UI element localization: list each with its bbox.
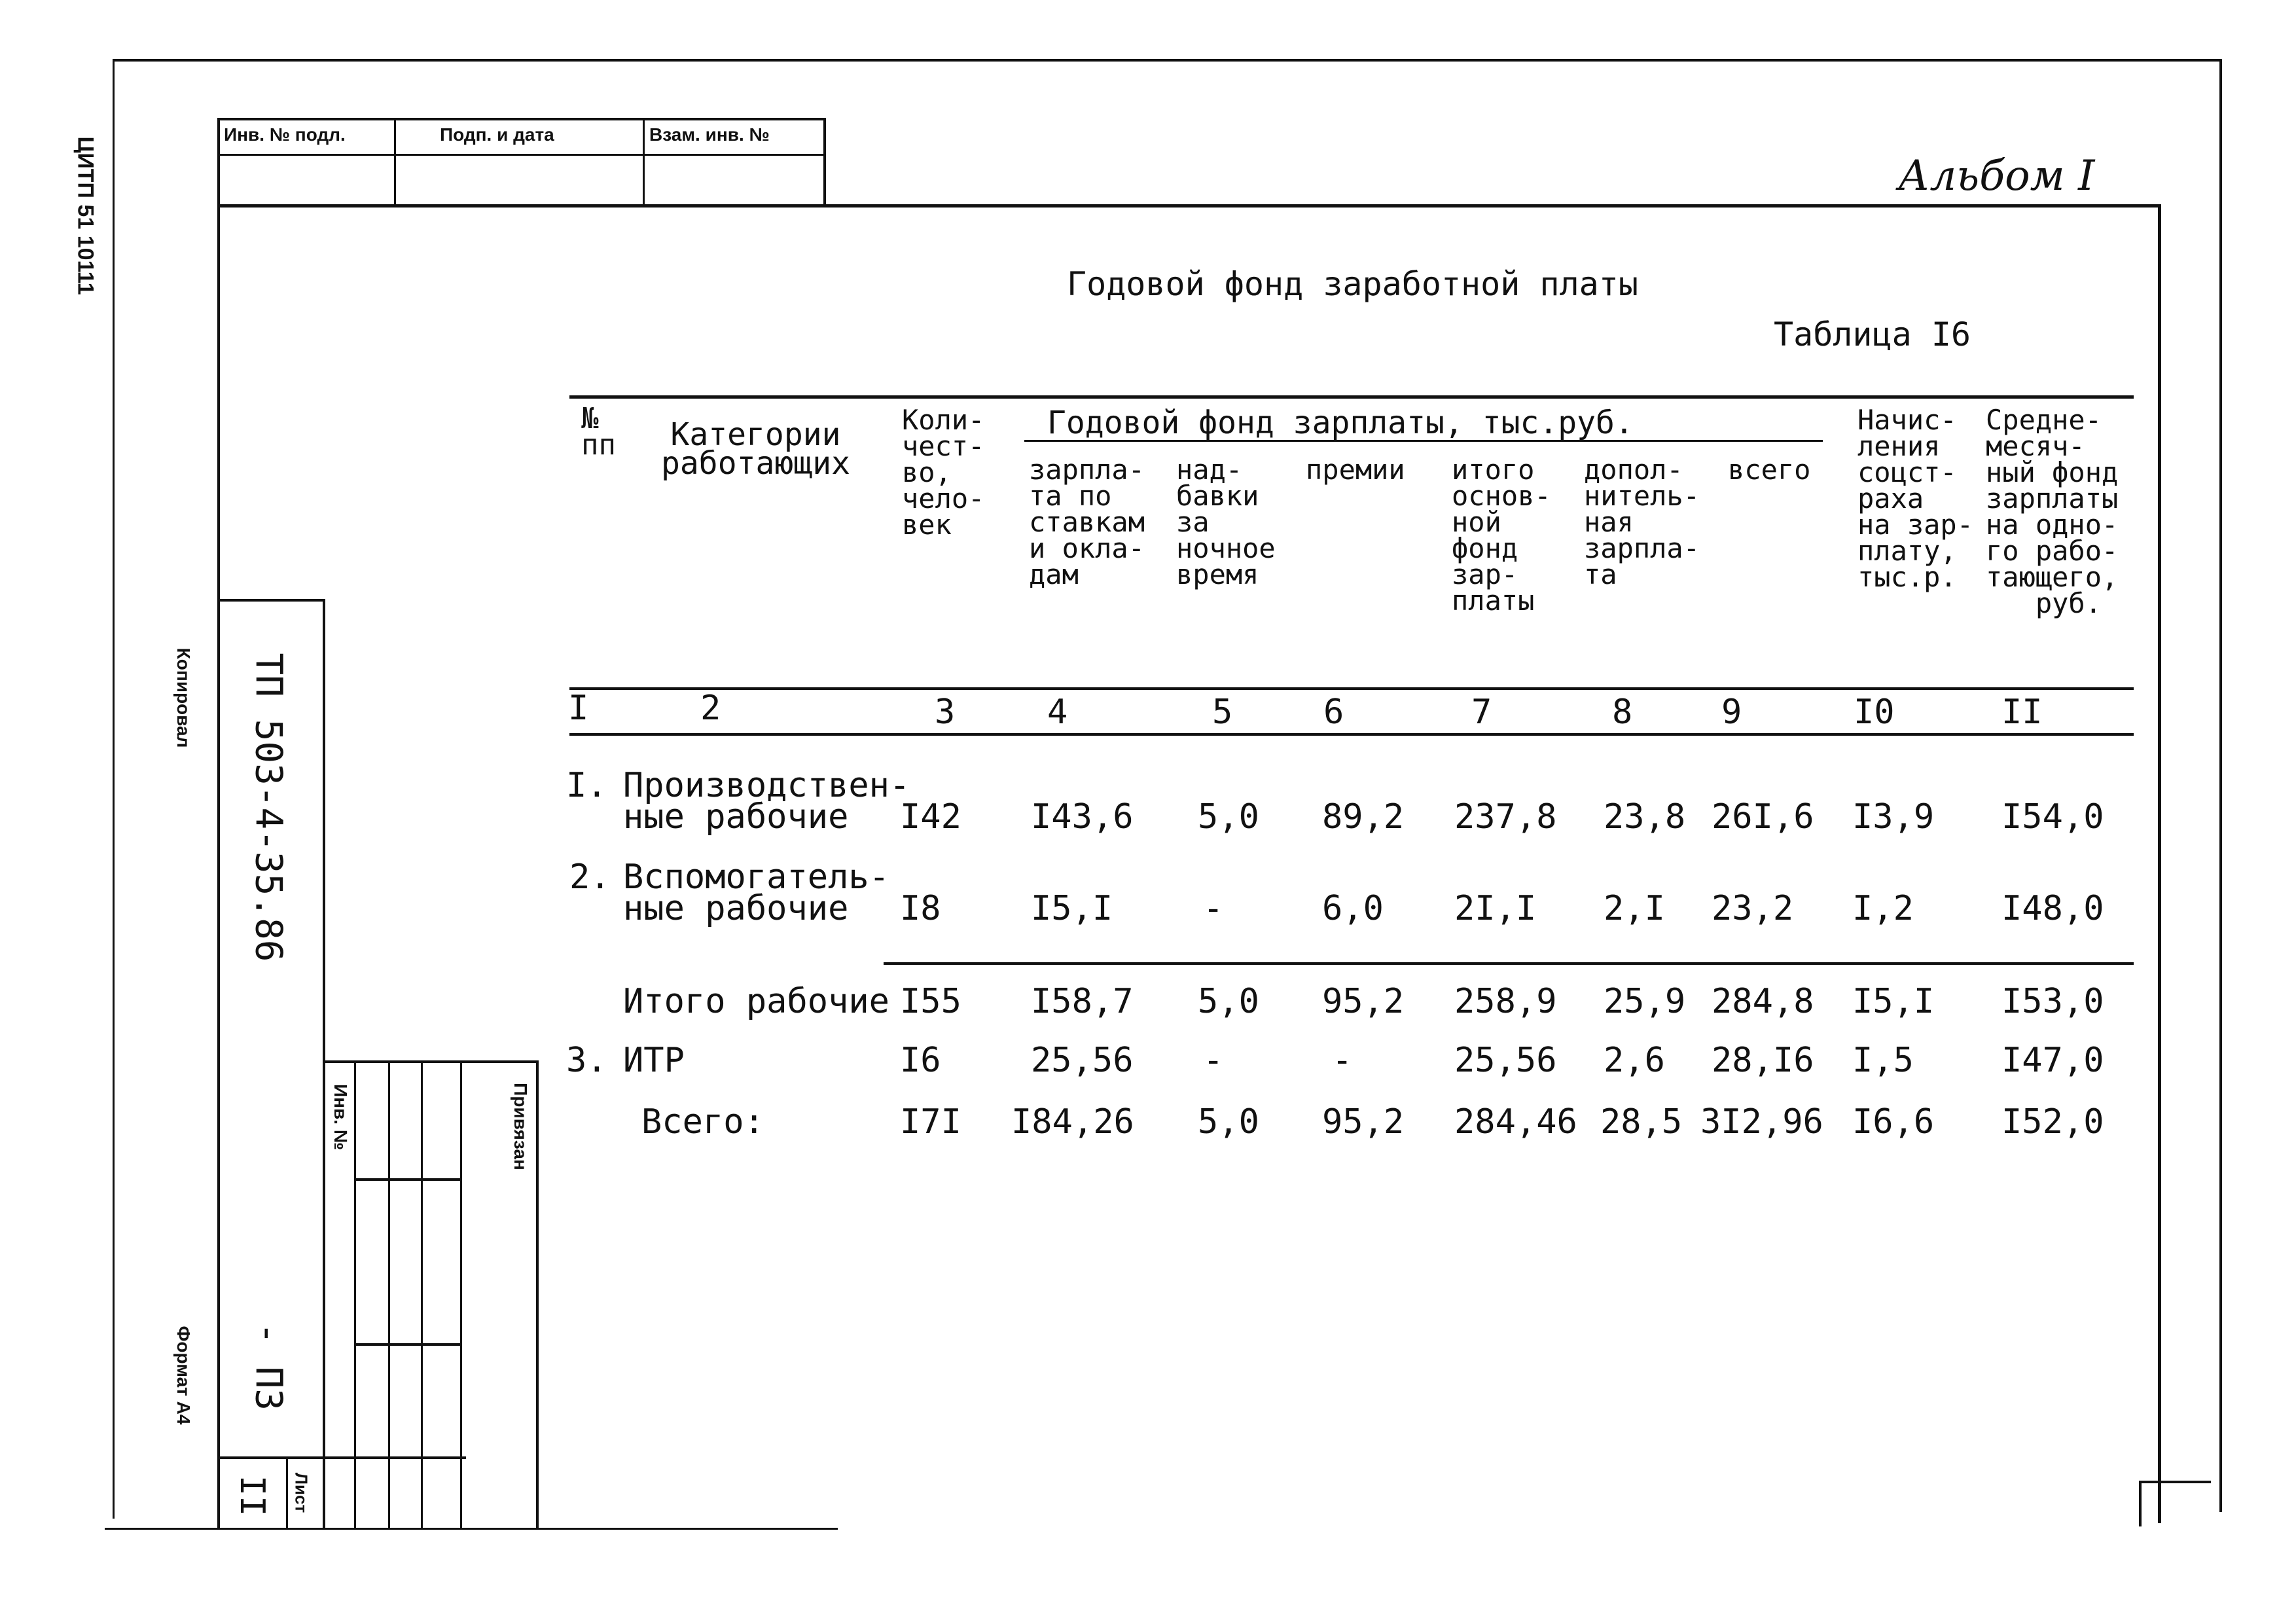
cell-salary: I58,7 [1031, 982, 1134, 1021]
cell-monthly: I53,0 [2001, 982, 2104, 1021]
cell-monthly: I48,0 [2001, 889, 2104, 928]
cell-total: 284,8 [1712, 982, 1814, 1021]
sheet-box-divider [286, 1456, 288, 1528]
header-count: Коли- чест- во, чело- век [902, 404, 985, 541]
cell-basic: 2I,I [1454, 889, 1537, 928]
cell-bonus: 95,2 [1322, 1102, 1405, 1142]
cell-count: I55 [900, 982, 961, 1021]
org-code: ЦИТП 51 10111 [73, 136, 98, 295]
cell-extra: 23,8 [1604, 797, 1686, 837]
cell-bonus: 89,2 [1322, 797, 1405, 837]
cell-social: I6,6 [1852, 1102, 1935, 1142]
linked-label: Привязан [511, 1083, 531, 1170]
cell-salary: 25,56 [1031, 1041, 1134, 1080]
cell-social: I,5 [1852, 1041, 1914, 1080]
row-number: I. [566, 766, 607, 805]
cell-social: I,2 [1852, 889, 1914, 928]
cell-basic: 237,8 [1454, 797, 1557, 837]
table-top-rule [569, 395, 2134, 399]
cell-total: 3I2,96 [1700, 1102, 1823, 1142]
header-no: № пп [581, 402, 616, 461]
col-number: 8 [1612, 693, 1633, 732]
stamp-inv-orig-label: Инв. № подл. [224, 124, 346, 145]
header-basic: итого основ- ной фонд зар- платы [1452, 454, 1551, 617]
header-bonus: премии [1306, 454, 1405, 486]
frame-top-outer [115, 59, 2222, 62]
document-part: - ПЗ [247, 1322, 290, 1411]
header-night: над- бавки за ночное время [1176, 454, 1276, 590]
cell-night: 5,0 [1198, 1102, 1259, 1142]
cell-monthly: I52,0 [2001, 1102, 2104, 1142]
album-mark: Альбом I [1898, 152, 2095, 200]
row-name-line2: ные рабочие [623, 889, 849, 928]
cell-social: I5,I [1852, 982, 1935, 1021]
sheet-number: II [232, 1475, 272, 1517]
column-numbers-rule [569, 733, 2134, 736]
cell-total: 28,I6 [1712, 1041, 1814, 1080]
col-number: 4 [1047, 693, 1068, 732]
cell-basic: 258,9 [1454, 982, 1557, 1021]
cell-total: 26I,6 [1712, 797, 1814, 837]
cell-monthly: I47,0 [2001, 1041, 2104, 1080]
table-label: Таблица I6 [1774, 316, 1971, 353]
cell-night: 5,0 [1198, 797, 1259, 837]
header-bottom-rule [569, 687, 2134, 690]
cell-night: - [1203, 889, 1224, 928]
cell-salary: I5,I [1031, 889, 1113, 928]
stamp-repl-inv-label: Взам. инв. № [649, 124, 770, 145]
cell-total: 23,2 [1712, 889, 1794, 928]
col-number: 9 [1721, 693, 1742, 732]
row-number: 2. [569, 857, 611, 897]
frame-left-inner [217, 118, 220, 1528]
page-title: Годовой фонд заработной платы [1067, 265, 1638, 303]
header-category: Категории работающих [661, 416, 850, 482]
cell-social: I3,9 [1852, 797, 1935, 837]
row-name-line1: Вспомогатель- [623, 857, 889, 897]
row-name-line1: Производствен- [623, 766, 910, 805]
cell-night: 5,0 [1198, 982, 1259, 1021]
cell-count: I42 [900, 797, 961, 837]
stamp-sign-date-label: Подп. и дата [440, 124, 554, 145]
col-number: 2 [700, 689, 721, 728]
header-extra: допол- нитель- ная зарпла- та [1584, 454, 1700, 590]
cell-basic: 25,56 [1454, 1041, 1557, 1080]
cell-count: I6 [900, 1041, 941, 1080]
cell-night: - [1203, 1041, 1224, 1080]
header-group: Годовой фонд зарплаты, тыс.руб. [1047, 405, 1634, 441]
row-name: Итого рабочие [623, 982, 889, 1021]
col-number: 6 [1323, 693, 1344, 732]
document-code: ТП 503-4-35.86 [247, 653, 290, 962]
cell-count: I8 [900, 889, 941, 928]
cell-extra: 2,I [1604, 889, 1665, 928]
col-number: 7 [1471, 693, 1492, 732]
inv-no-label: Инв. № [331, 1084, 351, 1151]
header-total: всего [1728, 454, 1811, 486]
subtotal-rule [884, 962, 2134, 965]
cell-bonus: - [1332, 1041, 1353, 1080]
cell-basic: 284,46 [1454, 1102, 1577, 1142]
corner-box-top [2139, 1481, 2211, 1483]
col-number: II [2001, 693, 2043, 732]
stamp-block [217, 118, 826, 206]
row-number: 3. [566, 1041, 607, 1080]
format-label: Формат А4 [173, 1326, 194, 1425]
code-box-top [217, 599, 325, 602]
row-name: ИТР [623, 1041, 685, 1080]
sheet-label: Лист [291, 1472, 312, 1513]
cell-extra: 28,5 [1600, 1102, 1683, 1142]
frame-right-outer [2219, 59, 2222, 1512]
row-name: Всего: [641, 1102, 764, 1142]
corner-box-left [2139, 1481, 2142, 1526]
header-monthly: Средне- месяч- ный фонд зарплаты на одно- го рабо- тающего, руб. [1986, 404, 2119, 619]
row-name-line2: ные рабочие [623, 797, 849, 837]
col-number: I0 [1854, 693, 1895, 732]
linkage-grid [323, 1060, 539, 1528]
col-number: I [568, 689, 589, 728]
cell-salary: I43,6 [1031, 797, 1134, 837]
frame-left-outer [113, 59, 115, 1519]
cell-bonus: 95,2 [1322, 982, 1405, 1021]
col-number: 3 [935, 693, 956, 732]
copied-label: Копировал [173, 647, 194, 748]
cell-bonus: 6,0 [1322, 889, 1384, 928]
col-number: 5 [1212, 693, 1233, 732]
header-salary: зарпла- та по ставкам и окла- дам [1029, 454, 1145, 590]
cell-extra: 25,9 [1604, 982, 1686, 1021]
cell-extra: 2,6 [1604, 1041, 1665, 1080]
cell-salary: I84,26 [1011, 1102, 1134, 1142]
header-social: Начис- ления соцст- раха на зар- плату, тыс.р. [1857, 404, 1974, 593]
frame-right-inner [2158, 204, 2161, 1523]
cell-count: I7I [900, 1102, 961, 1142]
cell-monthly: I54,0 [2001, 797, 2104, 837]
